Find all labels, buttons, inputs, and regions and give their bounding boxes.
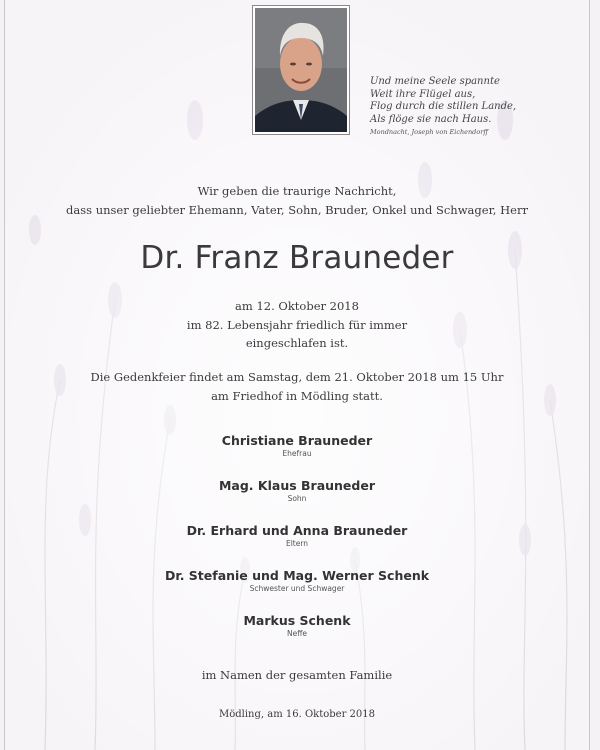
obituary-page <box>4 0 590 750</box>
intro-text <box>5 182 589 219</box>
family-member <box>5 432 589 477</box>
family-member <box>5 567 589 612</box>
closing-text: im Namen der gesamten Familie <box>201 668 393 682</box>
poem-line: Als flöge sie nach Haus. <box>370 113 492 125</box>
family-member <box>5 522 589 567</box>
ceremony-line-2: am Friedhof in Mödling statt. <box>211 388 383 403</box>
place-date: Mödling, am 16. Oktober 2018 <box>219 709 375 720</box>
death-line-1: am 12. Oktober 2018 <box>235 299 359 313</box>
intro-line-2: dass unser geliebter Ehemann, Vater, Sohn, Bruder, Onkel und Schwager, Herr <box>66 202 528 217</box>
family-member-name: Dr. Erhard und Anna Brauneder <box>186 523 408 538</box>
portrait-photo <box>252 5 350 135</box>
family-member-role: Sohn <box>287 494 307 503</box>
family-member-role: Neffe <box>286 629 307 638</box>
family-member <box>5 612 589 657</box>
deceased-name: Dr. Franz Brauneder <box>140 240 454 276</box>
intro-line-1: Wir geben die traurige Nachricht, <box>197 184 397 198</box>
poem-quote <box>370 76 580 137</box>
poem-line: Flog durch die stillen Lande, <box>370 101 517 112</box>
poem-line: Weit ihre Flügel aus, <box>370 88 476 100</box>
family-member-role: Eltern <box>285 539 309 548</box>
family-member-name: Mag. Klaus Brauneder <box>218 478 375 493</box>
family-member-role: Schwester und Schwager <box>249 584 345 593</box>
family-member <box>5 477 589 522</box>
ceremony-line-1: Die Gedenkfeier findet am Samstag, dem 21. Oktober 2018 um 15 Uhr <box>90 370 504 384</box>
family-member-name: Christiane Brauneder <box>221 433 373 448</box>
family-list <box>5 432 589 657</box>
poem-line: Und meine Seele spannte <box>370 76 500 87</box>
death-notice <box>5 297 589 353</box>
ceremony-info <box>5 368 589 405</box>
family-member-name: Markus Schenk <box>243 613 351 628</box>
family-member-name: Dr. Stefanie und Mag. Werner Schenk <box>164 568 430 583</box>
death-line-3: eingeschlafen ist. <box>245 336 349 350</box>
family-member-role: Ehefrau <box>282 449 312 458</box>
poem-attribution: Mondnacht, Joseph von Eichendorff <box>370 128 488 136</box>
death-line-2: im 82. Lebensjahr friedlich für immer <box>186 317 408 332</box>
